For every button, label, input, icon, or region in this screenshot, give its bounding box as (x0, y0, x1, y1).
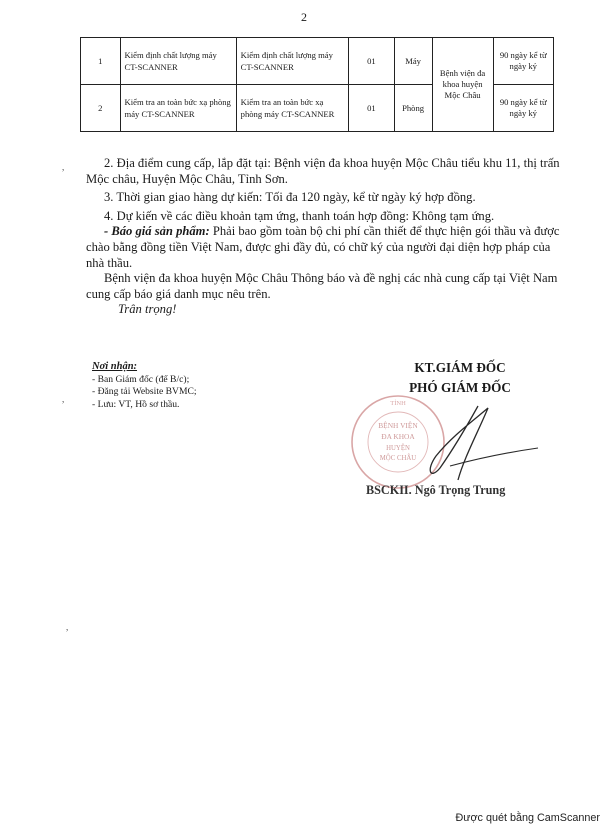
table-cell-description: Kiểm tra an toàn bức xạ phòng máy CT-SCANNER (236, 85, 349, 132)
items-table (80, 37, 554, 132)
camscanner-watermark: Được quét bằng CamScanner (455, 812, 600, 824)
scan-speck: , (66, 622, 69, 632)
recipients-block (92, 361, 197, 411)
signature-title-line2: PHÓ GIÁM ĐỐC (409, 380, 511, 395)
recipients-title: Nơi nhận: (92, 361, 138, 372)
signature-title-line1: KT.GIÁM ĐỐC (414, 360, 506, 375)
paragraph-delivery: 3. Thời gian giao hàng dự kiến: Tối đa 120 ngày, kể từ ngày ký hợp đồng. (104, 190, 476, 205)
quote-label: - Báo giá sản phẩm: (104, 224, 210, 239)
stamp-line: HUYỆN (386, 445, 410, 452)
scan-speck: , (62, 394, 65, 404)
table-cell-description: Kiểm định chất lượng máy CT-SCANNER (236, 38, 349, 85)
table-cell-name: Kiểm tra an toàn bức xạ phòng máy CT-SCANNER (120, 85, 236, 132)
paragraph-request: Bệnh viện đa khoa huyện Mộc Châu Thông báo và đề nghị các nhà cung cấp tại Việt Nam cung cấp báo giá danh mục nêu trên. (86, 271, 558, 301)
table-cell-quantity: 01 (349, 85, 394, 132)
recipient-item: - Ban Giám đốc (để B/c); (92, 373, 190, 385)
table-cell-unit: Máy (394, 38, 432, 85)
table-cell-time: 90 ngày kể từ ngày ký (493, 85, 553, 132)
table-cell-name: Kiểm định chất lượng máy CT-SCANNER (120, 38, 236, 85)
table-cell-stt: 1 (81, 38, 121, 85)
body-text (86, 156, 562, 318)
closing-text: Trân trọng! (118, 302, 177, 317)
paragraph-payment: 4. Dự kiến về các điều khoản tạm ứng, thanh toán hợp đồng: Không tạm ứng. (104, 208, 495, 223)
stamp-line: BỆNH VIỆN (378, 421, 418, 430)
recipient-item: - Đăng tải Website BVMC; (92, 386, 197, 397)
table-cell-time: 90 ngày kể từ ngày ký (493, 38, 553, 85)
stamp-line: ĐA KHOA (381, 432, 415, 441)
table-cell-quantity: 01 (349, 38, 394, 85)
stamp-arc-text: TỈNH (390, 400, 406, 407)
paragraph-location: 2. Địa điểm cung cấp, lắp đặt tại: Bệnh viện đa khoa huyện Mộc Châu tiểu khu 11, thị trấn Mộc châu, Huyện Mộc Châu, Tỉnh Sơn. (86, 156, 560, 186)
signer-name: BSCKII. Ngô Trọng Trung (366, 483, 506, 497)
page-number: 2 (301, 10, 307, 24)
table-cell-unit: Phòng (394, 85, 432, 132)
table-cell-supplier: Bệnh viện đa khoa huyện Mộc Châu (432, 38, 493, 132)
recipient-item: - Lưu: VT, Hồ sơ thầu. (92, 398, 180, 410)
scan-speck: , (62, 162, 65, 172)
table-cell-stt: 2 (81, 85, 121, 132)
stamp-line: MỘC CHÂU (379, 455, 417, 462)
paragraph-quote (86, 224, 562, 271)
quote-text: Phải bao gồm toàn bộ chi phí cần thiết để thực hiện gói thầu và được chào bằng đồng tiền Việt Nam, được ghi đầy đủ, có chữ ký của người đại diện hợp pháp của nhà thầu. (86, 224, 560, 270)
table-row (81, 38, 554, 85)
signature-icon (360, 396, 540, 486)
